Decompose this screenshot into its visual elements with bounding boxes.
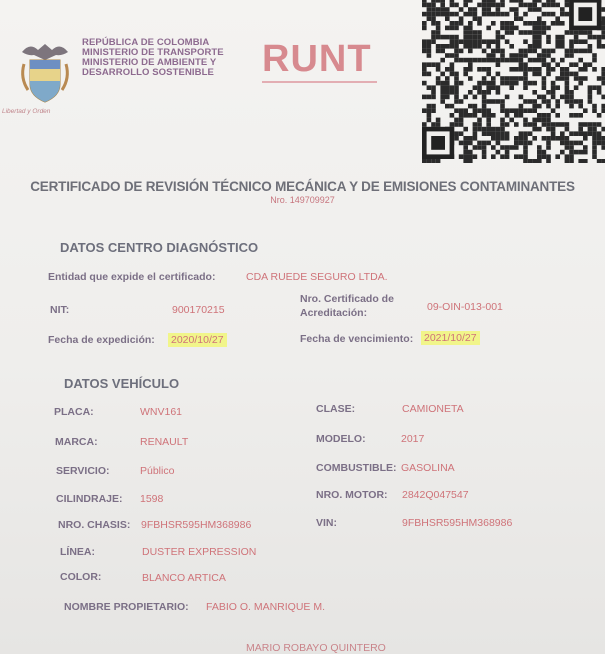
nit-label: NIT: [50,304,70,316]
runt-logo-subtitle-line [262,79,377,83]
combustible-label: COMBUSTIBLE: [316,462,397,474]
motor-value: 2842Q047547 [402,489,469,501]
ministry-line: REPÚBLICA DE COLOMBIA [82,37,210,48]
placa-label: PLACA: [54,406,94,418]
servicio-label: SERVICIO: [56,465,110,477]
accreditation-value: 09-OIN-013-001 [427,301,503,313]
owner-label: NOMBRE PROPIETARIO: [64,601,189,613]
vin-label: VIN: [316,517,337,529]
chasis-label: NRO. CHASIS: [58,519,131,531]
expiry-date-value: 2021/10/27 [421,331,480,345]
motor-label: NRO. MOTOR: [316,489,388,501]
ministry-header [82,38,224,78]
expiry-date-label: Fecha de vencimiento: [300,333,414,345]
accreditation-label-line2: Acreditación: [300,307,368,319]
color-label: COLOR: [60,571,102,583]
diagnostic-center-title: DATOS CENTRO DIAGNÓSTICO [60,240,259,255]
cilindraje-label: CILINDRAJE: [56,493,123,505]
ministry-line: MINISTERIO DE TRANSPORTE [82,47,224,58]
vehicle-data-title: DATOS VEHÍCULO [64,376,180,391]
owner-value: FABIO O. MANRIQUE M. [206,601,326,613]
linea-label: LÍNEA: [60,546,95,558]
entity-value: CDA RUEDE SEGURO LTDA. [246,271,388,283]
vin-value: 9FBHSR595HM368986 [402,517,513,529]
servicio-value: Público [140,465,175,477]
issue-date-label: Fecha de expedición: [48,334,155,346]
modelo-label: MODELO: [316,433,366,445]
certificate-number: Nro. 149709927 [270,195,335,205]
chasis-value: 9FBHSR595HM368986 [141,519,252,531]
marca-label: MARCA: [55,436,98,448]
marca-value: RENAULT [140,436,189,448]
nit-value: 900170215 [172,304,225,316]
cilindraje-value: 1598 [140,493,164,505]
modelo-value: 2017 [401,433,425,445]
clase-value: CAMIONETA [402,403,464,415]
accreditation-label-line1: Nro. Certificado de [300,293,394,305]
linea-value: DUSTER EXPRESSION [142,546,257,558]
color-value: BLANCO ARTICA [142,572,226,584]
colombia-coat-of-arms-icon [16,38,74,118]
qr-code-icon [420,0,605,163]
signer-name: MARIO ROBAYO QUINTERO [246,642,386,654]
entity-label: Entidad que expide el certificado: [48,271,216,283]
runt-logo: RUNT [262,38,372,80]
issue-date-value: 2020/10/27 [168,333,227,347]
ministry-line: MINISTERIO DE AMBIENTE Y [82,57,217,68]
certificate-title: CERTIFICADO DE REVISIÓN TÉCNICO MECÁNICA Y DE EMISIONES CONTAMINANTES [30,179,575,194]
ministry-line: DESARROLLO SOSTENIBLE [82,67,214,78]
combustible-value: GASOLINA [401,462,455,474]
placa-value: WNV161 [140,406,183,418]
clase-label: CLASE: [316,403,356,415]
crest-motto: Libertad y Orden [2,108,51,115]
